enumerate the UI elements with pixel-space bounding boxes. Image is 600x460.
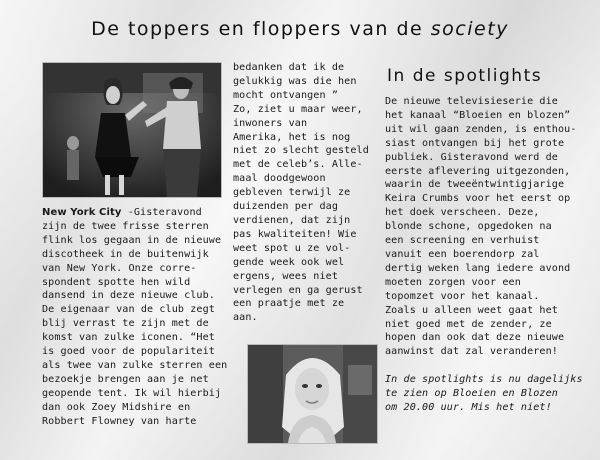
article-line: New York City -Gisteravond bbox=[42, 207, 202, 218]
article-line: komst van zulke iconen. “Het bbox=[42, 332, 215, 344]
left-article-column bbox=[42, 206, 227, 429]
article-line: duizenden per dag bbox=[233, 201, 339, 213]
article-line: publiek. Gisteravond werd de bbox=[385, 151, 558, 163]
article-line: gende week ook wel bbox=[233, 256, 345, 268]
article-line: geopende tent. Ik wil hierbij bbox=[42, 387, 222, 399]
article-line: dansend in deze nieuwe club. bbox=[42, 290, 215, 302]
article-line: discotheek in de buitenwijk bbox=[42, 248, 209, 260]
article-line: waarin de tweeëntwintigjarige bbox=[385, 179, 565, 191]
article-line: aan. bbox=[233, 312, 258, 324]
article-line: blij verrast te zijn met de bbox=[42, 318, 209, 330]
article-line: verlegen en ga gerust bbox=[233, 284, 363, 296]
spotlight-article-column bbox=[385, 95, 583, 415]
article-line: te zien op Bloeien en Blozen bbox=[385, 388, 558, 400]
article-line: zijn de twee frisse sterren bbox=[42, 220, 209, 232]
article-line: siast ontvangen bij het grote bbox=[385, 137, 565, 149]
article-line: om 20.00 uur. Mis het niet! bbox=[385, 401, 552, 413]
article-line: aanwinst dat zal veranderen! bbox=[385, 346, 558, 358]
club-dancing-photo bbox=[42, 62, 222, 198]
article-line: Zo, ziet u maar weer, bbox=[233, 103, 363, 115]
article-line: als twee van zulke sterren een bbox=[42, 359, 228, 371]
article-line: uit wil gaan zenden, is enthou- bbox=[385, 123, 577, 135]
article-line: Zoals u alleen weet gaat het bbox=[385, 304, 558, 316]
article-line: niet zo slecht gesteld bbox=[233, 145, 369, 157]
article-line: verdienen, dat zijn bbox=[233, 214, 351, 226]
article-line: gelukkig was die hen bbox=[233, 75, 357, 87]
article-line: een screening en verhuist bbox=[385, 235, 540, 247]
spotlight-title: In de spotlights bbox=[387, 66, 543, 86]
article-line: met de celeb’s. Alle- bbox=[233, 159, 363, 171]
article-line: inwoners van bbox=[233, 117, 308, 129]
page-headline bbox=[0, 18, 600, 40]
article-line: van New York. Onze corre- bbox=[42, 262, 197, 274]
article-line: bedanken dat ik de bbox=[233, 62, 345, 73]
article-line: is goed voor de populariteit bbox=[42, 346, 215, 358]
article-line: eerste aflevering uitgezonden, bbox=[385, 165, 571, 177]
article-line: hopen dan ook dat deze nieuwe bbox=[385, 332, 565, 344]
headline-main: De toppers en floppers van de bbox=[91, 18, 424, 40]
article-line: Amerika, het is nog bbox=[233, 131, 351, 143]
article-line: Robbert Flowney van harte bbox=[42, 415, 197, 427]
article-line: De nieuwe televisieserie die bbox=[385, 96, 558, 107]
article-line: niet goed met de zender, ze bbox=[385, 318, 552, 330]
article-line: een praatje met ze bbox=[233, 298, 345, 310]
article-line: ergens, wees niet bbox=[233, 270, 339, 282]
article-line: dertig weken lang iedere avond bbox=[385, 262, 571, 274]
article-line: bezoekje brengen aan je net bbox=[42, 373, 209, 385]
article-line: In de spotlights is nu dagelijks bbox=[385, 374, 583, 386]
article-line: De eigenaar van de club zegt bbox=[42, 304, 215, 316]
article-dateline: New York City bbox=[42, 207, 122, 218]
article-line: het kanaal “Bloeien en blozen” bbox=[385, 109, 571, 121]
article-line: spondent spotte hen wild bbox=[42, 276, 191, 288]
article-line: moeten zorgen voor een bbox=[385, 276, 521, 288]
article-line: blonde schone, opgedoken na bbox=[385, 221, 552, 233]
actress-portrait-photo bbox=[247, 344, 378, 444]
article-line: vanuit een boerendorp zal bbox=[385, 248, 540, 260]
article-line: maal doodgewoon bbox=[233, 173, 326, 185]
article-line: mocht ontvangen ” bbox=[233, 89, 339, 101]
article-line: weet spot u ze vol- bbox=[233, 242, 351, 254]
article-line: flink los gegaan in de nieuwe bbox=[42, 234, 222, 246]
article-line: topomzet voor het kanaal. bbox=[385, 290, 540, 302]
middle-article-column bbox=[233, 61, 369, 325]
article-line: het doek verscheen. Deze, bbox=[385, 207, 540, 219]
headline-italic: society bbox=[430, 18, 509, 40]
article-line: pas kwaliteiten! Wie bbox=[233, 228, 357, 240]
article-line: Keira Crumbs voor het eerst op bbox=[385, 193, 571, 205]
article-line: dan ook Zoey Midshire en bbox=[42, 401, 191, 413]
article-line: gebleven terwijl ze bbox=[233, 187, 351, 199]
spacer bbox=[385, 359, 583, 373]
